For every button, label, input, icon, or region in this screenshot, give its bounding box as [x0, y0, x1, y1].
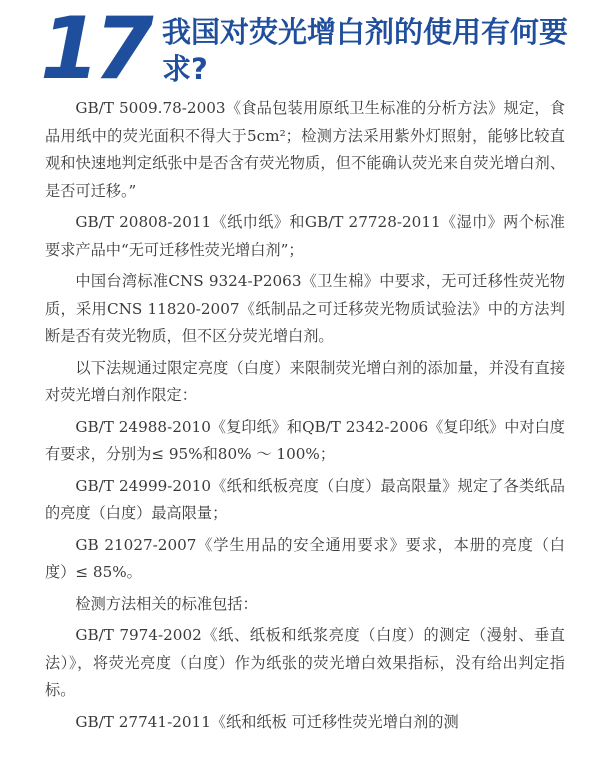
- paragraph-5: GB/T 24988-2010《复印纸》和QB/T 2342-2006《复印纸》中对白度有要求，分别为≤ 95%和80% ～ 100%；: [45, 417, 565, 463]
- paragraph-4: 以下法规通过限定亮度（白度）来限制荧光增白剂的添加量，并没有直接对荧光增白剂作限定：: [45, 358, 565, 404]
- paragraph-1: GB/T 5009.78-2003《食品包装用原纸卫生标准的分析方法》规定，食品用纸中的荧光面积不得大于5cm²；检测方法采用紫外灯照射，能够比较直观和快速地判定纸张中是否含有荧光物质，但不能确认荧光来自荧光增白剂、是否可迁移。”: [45, 99, 565, 200]
- paragraph-8: 检测方法相关的标准包括：: [75, 594, 258, 613]
- paragraph-9: GB/T 7974-2002《纸、纸板和纸浆亮度（白度）的测定（漫射、垂直法）》，将荧光亮度（白度）作为纸张的荧光增白效果指标，没有给出判定指标。: [45, 626, 565, 699]
- paragraph-3: 中国台湾标准CNS 9324-P2063《卫生棉》中要求，无可迁移性荧光物质，采用CNS 11820-2007《纸制品之可迁移荧光物质试验法》中的方法判断是否有荧光物质，但不区分荧光增白剂。: [45, 272, 565, 345]
- question-header: [0, 0, 600, 100]
- paragraph-2: GB/T 20808-2011《纸巾纸》和GB/T 27728-2011《湿巾》两个标准要求产品中“无可迁移性荧光增白剂”；: [45, 213, 565, 259]
- paragraph-7: GB 21027-2007《学生用品的安全通用要求》要求，本册的亮度（白度）≤ 85%。: [45, 535, 565, 581]
- question-number: 17: [40, 0, 148, 99]
- answer-body: [45, 95, 565, 740]
- paragraph-10: GB/T 27741-2011《纸和纸板 可迁移性荧光增白剂的测: [75, 712, 459, 731]
- paragraph-6: GB/T 24999-2010《纸和纸板亮度（白度）最高限量》规定了各类纸品的亮度（白度）最高限量；: [45, 476, 565, 522]
- question-title: 我国对荧光增白剂的使用有何要求?: [162, 15, 569, 86]
